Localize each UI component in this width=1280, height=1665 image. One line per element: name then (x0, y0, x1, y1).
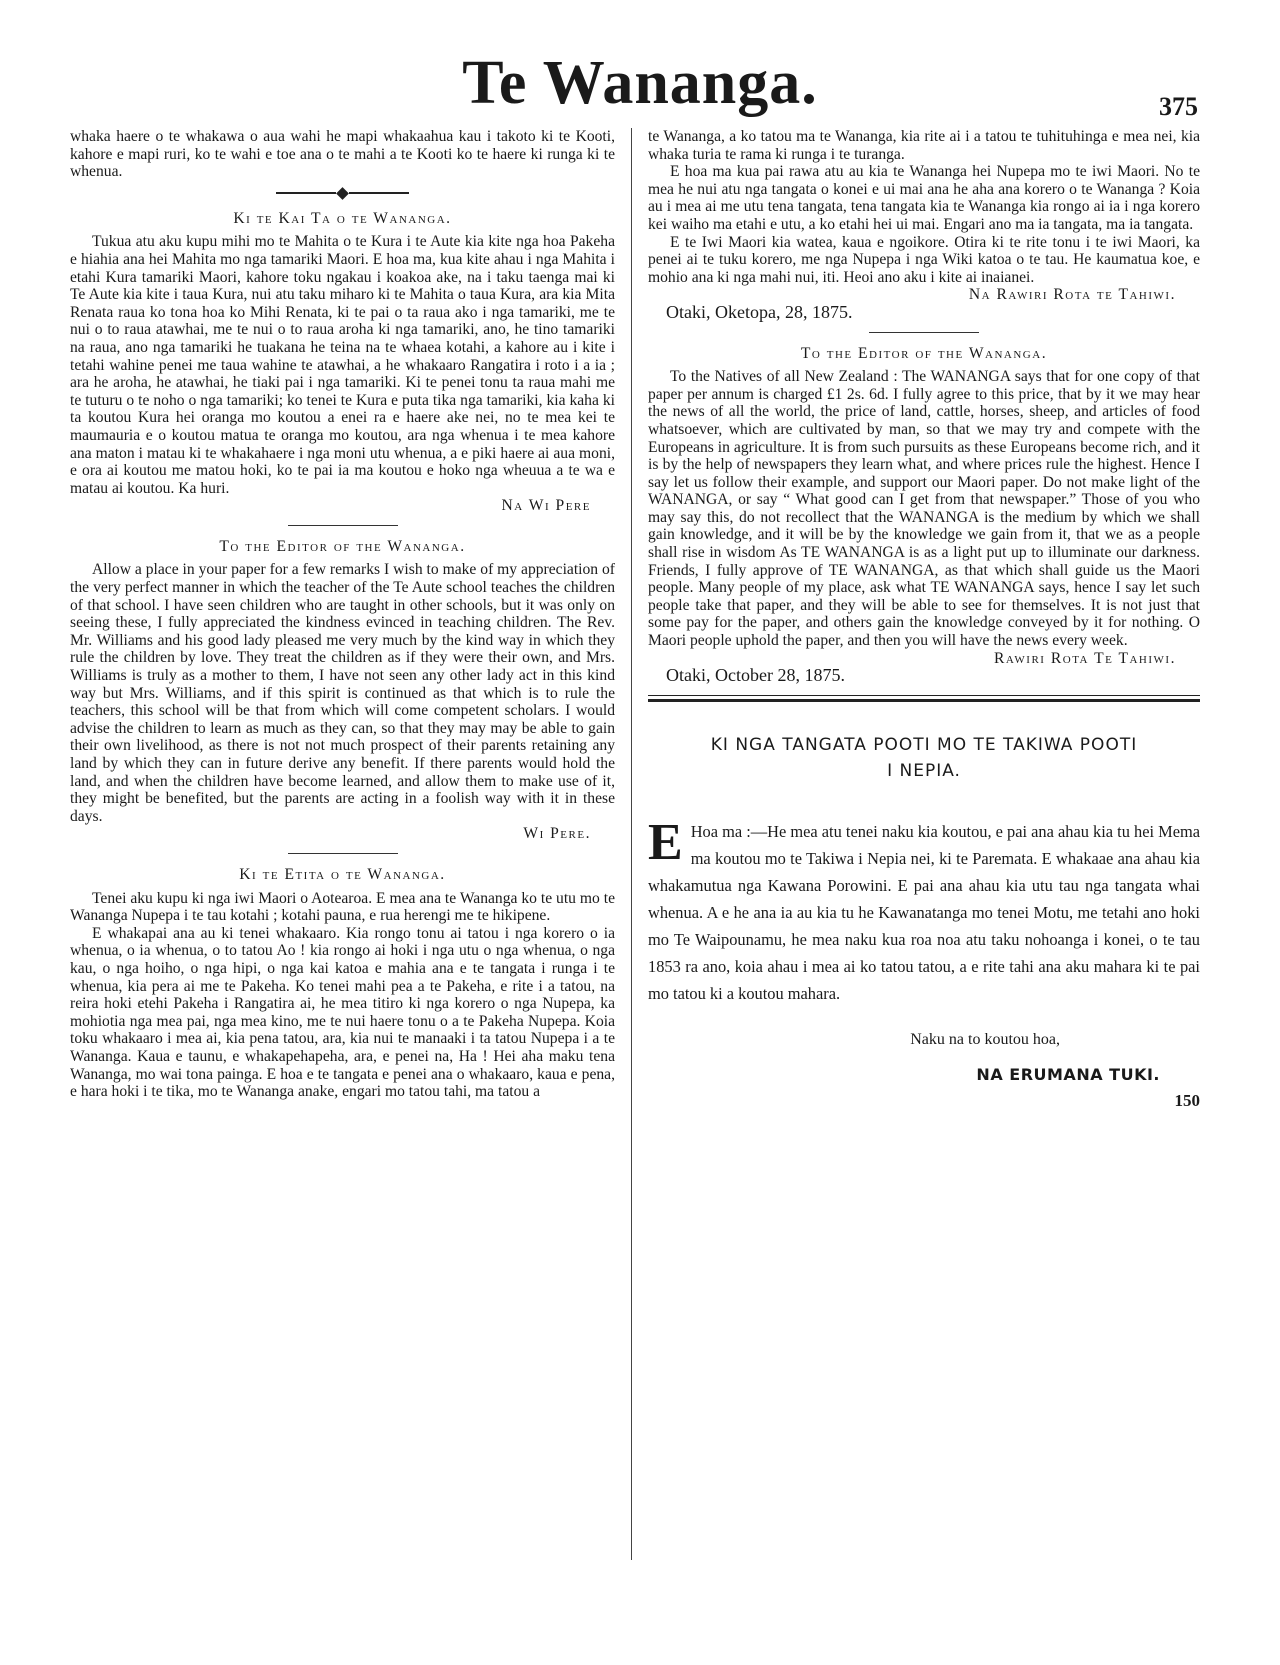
letter4-dateline: Otaki, October 28, 1875. (666, 665, 845, 686)
double-rule (648, 695, 1200, 702)
notice-closing: Naku na to koutou hoa, (910, 1030, 1060, 1048)
notice-heading (648, 732, 1200, 784)
letter3-para2: E whakapai ana au ki tenei whakaaro. Kia rongo tonu ai tatou i nga korero o ia whenua, o ia whenua, o to tatou Ao ! kia rongo ai hoki i nga utu o nga whenua, o nga kau, o nga hoiho, o nga hipi, o nga kai katoa e mahia ana e te tangata i runga i te whenua, kia pera ai me te Pakeha. Ko tenei mahi pea a te Pakeha, e rite i a tatou, na reira hoki etehi Pakeha i Rangatira ai, he mea titiro ki nga korero o nga Nupepa, ka mohiotia nga mea pai, nga mea kino, me te nui haere tonu o a te Pakeha Nupepa. Koia toku whakaaro i mea ai, kia pena tatou, ara, kia nui te manaaki i ta tatou Nupepa i a te Wananga. Kaua e taunu, e whakapehapeha, ara, e penei na, Ha ! Hei aha maku tena Wananga, mo wai tona painga. E hoa e te tangata e penei ana o whakaaro, kaua e pena, e hara hoki i te tika, mo te Wananga anake, engari mo tatou tahi, ma tatou a (70, 924, 615, 1101)
notice-signer: NA ERUMANA TUKI. (976, 1065, 1160, 1085)
letter1-body: Tukua atu aku kupu mihi mo te Mahita o te Kura i te Aute kia kite nga hoa Pakeha e hiahia ana hei Mahita mo nga tamariki Maori. E hoa ma, kua kite ahau i nga Mahita i etahi Kura tamariki Maori, kahore toku ngakau i koakoa ake, na i taku taenga mai ki Te Aute kia kite i taua Kura, nui atu taku miharo ki te Mahita o taua Kura, ara kia Mita Renata raua ko tona hoa ko Mihi Renata, ki te pai o ta raua ako i nga tamariki, me te nui o to raua atawhai, me te nui o to raua aroha ki nga tamariki, ano, he tino tamariki na raua, ano nga tamariki he tuakana he teina na te whaea kotahi, a kahore au i kite i tetahi wahine penei me taua wahine te atawhai, a he whakaaro Rangatira i roto i a ia ; ara he aroha, he atawhai, he tiaki pai i nga tamariki. Ki te penei tonu ta raua mahi me te tuturu o te noho o nga tamariki; ko tenei te Kura e puta tika nga tamariki, kia kaha ki ta koutou Kura hei oranga mo koutou a enei ra e haere ake nei, no te mea kei te maumauria e o koutou matua te oranga mo koutou, ara nga whenua i te mea kahore ana maton i matau ki te whakahaere i nga moni utu whenua, a e piki haere ai aua moni, e ora ai koutou me matou hoki, ko te pai ia ma koutou e hoko nga wheuua a te wa e matau ai koutou. Ka huri. (70, 233, 615, 497)
page-number: 375 (1159, 92, 1198, 121)
letter3-heading: Ki te Etita o te Wananga. (239, 865, 446, 883)
drop-cap: E (648, 813, 683, 871)
notice-body-text: Hoa ma :—He mea atu tenei naku kia koutou, e pai ana ahau kia tu hei Mema ma koutou mo te Takiwa i Nepia nei, ki te Paremata. E whakaae ana ahau kia whakamutua nga Kawana Porowini. E pai ana ahau kia utu tau nga tangata whai whenua. A e he ana ia au kia tu he Kawanatanga mo tenei Motu, me tetahi ano hoki mo Te Waipounamu, he mea naku kua roa noa atu taku nohoanga i konei, o te tau 1853 ra ano, koia ahau i mea ai ko tatou tatou, a e rite tahi ana aku mahara ki te pai mo tatou ki a koutou mahara. (648, 821, 1200, 1003)
letter1-heading: Ki te Kai Ta o te Wananga. (233, 209, 452, 227)
letter4-body: To the Natives of all New Zealand : The WANANGA says that for one copy of that paper per annum is charged £1 2s. 6d. I fully agree to this price, that by it we may hear the news of all the world, the price of land, cattle, horses, sheep, and articles of food whatsoever, which are cultivated by man, so that we may try and compete with the Europeans in agriculture. It is from such pursuits as these Europeans become rich, and it is by the help of newspapers they learn what, and where prices rule the highest. Hence I say let us follow their example, and support our Maori paper. Do not make light of the WANANGA, or say “ What good can I get from that newspaper.” Those of you who may say this, do not recollect that the WANANGA is the medium by which we shall gain knowledge, and it will be by the knowledge we gain from it, that we as a people shall rise in wisdom As TE WANANGA is as a light put up to illuminate our darkness. Friends, I fully approve of TE WANANGA, as that which shall guide us the Maori people. Many people of my place, ask what TE WANANGA says, hence I say let such people take that paper, and they will be able to see for themselves. It is not just that some pay for the paper, and others gain the knowledge conveyed by it for nothing. O Maori people uphold the paper, and then you will have the news every week. (648, 368, 1200, 650)
letter2-signature: Wi Pere. (523, 825, 591, 843)
letter3-continued: te Wananga, a ko tatou ma te Wananga, kia rite ai i a tatou te tuhituhinga e mea nei, kia whaka turia te rama ki runga i te turanga. (648, 128, 1200, 163)
letter4-signature: Rawiri Rota Te Tahiwi. (993, 649, 1176, 667)
short-rule (869, 332, 979, 333)
letter2-body: Allow a place in your paper for a few remarks I wish to make of my appreciation of the very perfect manner in which the teacher of the Te Aute school teaches the children of that school. I have seen children who are taught in other schools, but it was only on seeing these, I fully appreciated the kindness evinced in teaching children. The Rev. Mr. Williams and his good lady pleased me very much by the kind way in which they rule the children by love. They treat the children as if they were their own, and Mrs. Williams is truly as a mother to them, I have not seen any other lady act in this kind way but Mrs. Williams, and if this spirit is continued as that which is to rule the teachers, this school will be that from which will come competent scholars. I would advise the children to learn as much as they can, so that they may may be able to gain their own livelihood, as there is not not much prospect of their parents retaining any land by which they can in future derive any benefit. If there parents would hold the land, and when the children have become learned, and allow them to make use of it, they might be benefited, but the parents are acting in a foolish way with it in these days. (70, 561, 615, 825)
left-column (70, 128, 615, 1101)
notice-heading-line2: I NEPIA. (887, 760, 961, 781)
footnote-number: 150 (1174, 1091, 1200, 1110)
letter3-para1: Tenei aku kupu ki nga iwi Maori o Aotearoa. E mea ana te Wananga ko te utu mo te Wananga Nupepa i te tau kotahi ; kotahi pauna, e rua herengi me te hikipene. (70, 889, 615, 925)
notice-heading-line1: KI NGA TANGATA POOTI MO TE TAKIWA POOTI (710, 734, 1138, 755)
column-divider (631, 128, 632, 1560)
letter1-signature: Na Wi Pere (501, 497, 591, 515)
letter3-para4: E te Iwi Maori kia watea, kaua e ngoikore. Otira ki te rite tonu i te iwi Maori, ka penei ai te tuku korero, me nga Nupepa i nga Wiki katoa o te tau. He kaumatua koe, e mohio ana ki nga mahi nui, iti. Heoi ano aku i kite ai inaianei. (648, 233, 1200, 286)
letter3-signature: Na Rawiri Rota te Tahiwi. (968, 286, 1176, 304)
right-column (648, 128, 1200, 1110)
letter4-heading: To the Editor of the Wananga. (800, 344, 1048, 362)
intro-paragraph: whaka haere o te whakawa o aua wahi he mapi whakaahua kau i takoto ki te Kooti, kahore e mapi ruri, ko te wahi e toe ana o te mahi a te Kooti ko te haere ki runga ki te whenua. (70, 128, 615, 181)
notice-body (648, 813, 1200, 1007)
ornamental-separator (70, 189, 615, 198)
short-rule (288, 525, 398, 526)
letter3-para3: E hoa ma kua pai rawa atu au kia te Wananga hei Nupepa mo te iwi Maori. No te mea he nui atu nga tangata o konei e ui mai ana he aha ana korero o te Wananga ? Koia au i mea ai me utu tena tangata, tena tangata kia te Wananga kia rongo ai ia i nga korero kei waiho ma etahi e utu, a ko etahi hei ui mai. Engari ano ma ia tangata, ma ia tangata. (648, 163, 1200, 233)
masthead-title: Te Wananga. (462, 49, 818, 117)
short-rule (288, 853, 398, 854)
letter2-heading: To the Editor of the Wananga. (219, 537, 466, 555)
letter3-dateline: Otaki, Oketopa, 28, 1875. (666, 301, 853, 322)
